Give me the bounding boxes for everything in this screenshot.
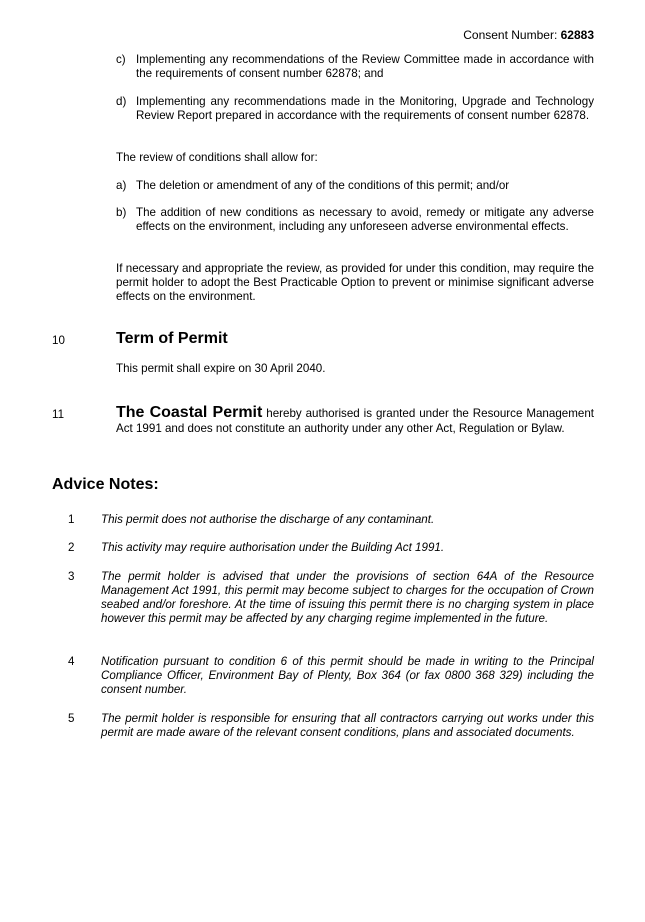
list-item bbox=[116, 179, 594, 193]
section-11-text bbox=[116, 405, 594, 436]
list-item bbox=[116, 95, 594, 123]
consent-number-header bbox=[463, 28, 594, 42]
list-item-text: The addition of new conditions as necessary to avoid, remedy or mitigate any adverse effects on the environment, including any unforeseen adverse environmental effects. bbox=[136, 206, 594, 233]
list-item-label: c) bbox=[116, 53, 126, 66]
advice-note-text: This permit does not authorise the discharge of any contaminant. bbox=[101, 513, 435, 526]
consent-number-label: Consent Number: bbox=[463, 28, 561, 42]
section-number: 11 bbox=[52, 408, 65, 421]
advice-note-number: 4 bbox=[68, 655, 75, 668]
advice-note-number: 1 bbox=[68, 513, 75, 526]
list-item-text: Implementing any recommendations made in the Monitoring, Upgrade and Technology Review Report prepared in accordance with the requirements of consent number 62878. bbox=[136, 95, 594, 122]
consent-number-value: 62883 bbox=[560, 28, 594, 42]
section-text: This permit shall expire on 30 April 2040. bbox=[116, 362, 326, 375]
list-item bbox=[116, 53, 594, 81]
advice-note bbox=[68, 513, 594, 527]
advice-note-number: 3 bbox=[68, 570, 75, 583]
list-item bbox=[116, 206, 594, 234]
advice-note-text: The permit holder is responsible for ensuring that all contractors carrying out works under this permit are made aware of the relevant consent conditions, plans and associated documents. bbox=[101, 712, 594, 739]
list-item-text: Implementing any recommendations of the Review Committee made in accordance with the requirements of consent number 62878; and bbox=[136, 53, 594, 80]
section-title: Term of Permit bbox=[116, 330, 228, 347]
list-item-text: The deletion or amendment of any of the conditions of this permit; and/or bbox=[136, 179, 510, 192]
advice-note-text: Notification pursuant to condition 6 of this permit should be made in writing to the Principal Compliance Officer, Environment Bay of Plenty, Box 364 (or fax 0800 368 329) including the consent number. bbox=[101, 655, 594, 696]
advice-note bbox=[68, 541, 594, 555]
review-intro: The review of conditions shall allow for: bbox=[116, 151, 318, 164]
advice-note-number: 5 bbox=[68, 712, 75, 725]
list-item-label: a) bbox=[116, 179, 127, 192]
advice-note-text: The permit holder is advised that under the provisions of section 64A of the Resource Management Act 1991, this permit may become subject to charges for the occupation of Crown seabed and/or foreshore. At the time of issuing this permit there is no charging system in place however this permit may be affected by any charging regime implemented in the future. bbox=[101, 570, 594, 625]
review-paragraph: If necessary and appropriate the review, as provided for under this condition, may require the permit holder to adopt the Best Practicable Option to prevent or minimise significant adverse effects on the environment. bbox=[116, 262, 594, 303]
advice-notes-heading: Advice Notes: bbox=[52, 476, 159, 493]
advice-note bbox=[68, 655, 594, 697]
coastal-permit-title: The Coastal Permit bbox=[116, 404, 263, 421]
advice-note-text: This activity may require authorisation under the Building Act 1991. bbox=[101, 541, 445, 554]
advice-note bbox=[68, 712, 594, 740]
advice-note bbox=[68, 570, 594, 626]
list-item-label: b) bbox=[116, 206, 127, 219]
list-item-label: d) bbox=[116, 95, 127, 108]
coastal-permit-body: hereby authorised is granted under the Resource Management Act 1991 and does not constitute an authority under any other Act, Regulation or Bylaw. bbox=[116, 407, 594, 435]
section-number: 10 bbox=[52, 334, 65, 347]
advice-note-number: 2 bbox=[68, 541, 75, 554]
